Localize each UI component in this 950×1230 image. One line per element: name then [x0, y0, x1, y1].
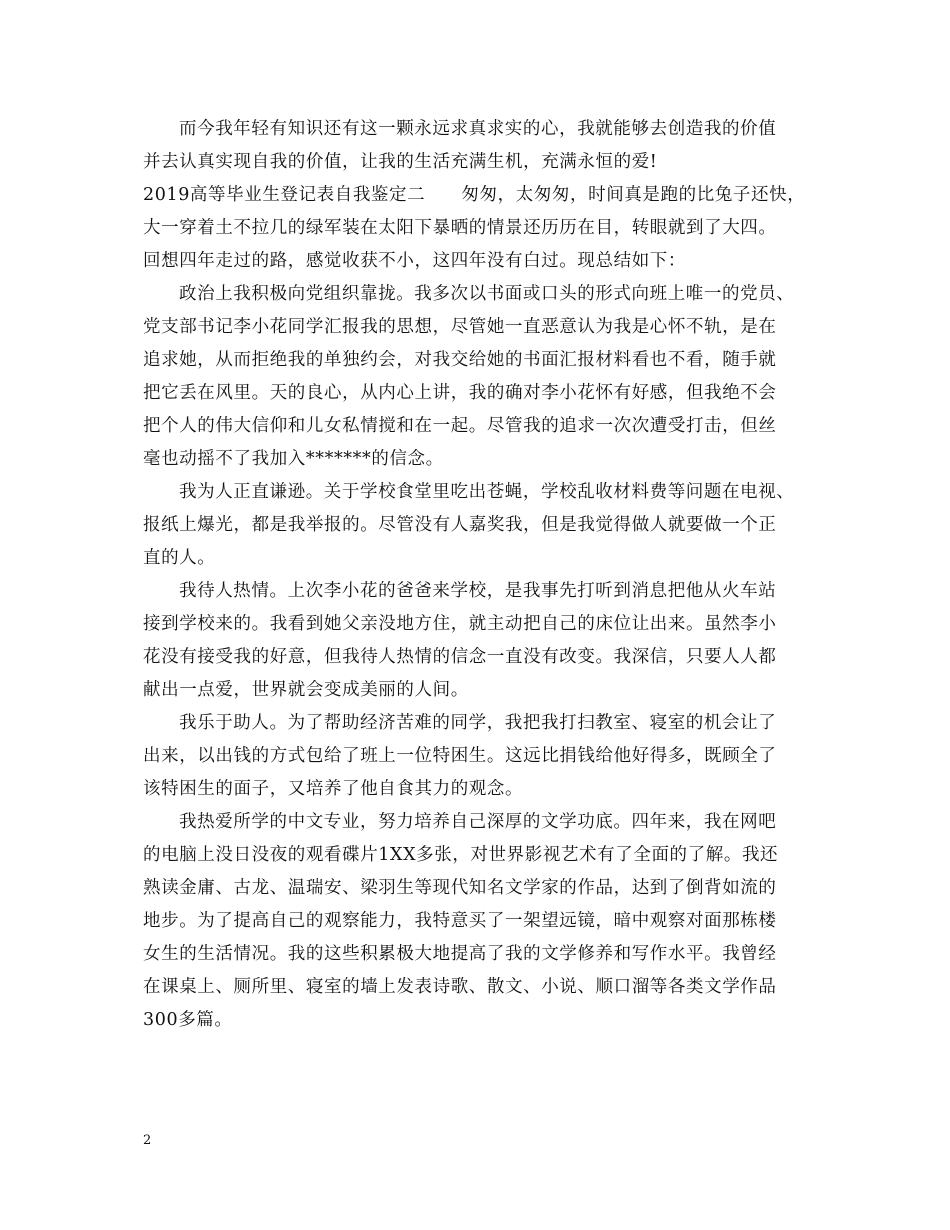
text-line: 把个人的伟大信仰和儿女私情搅和在一起。尽管我的追求一次次遭受打击，但丝 — [143, 416, 777, 436]
text-line: 接到学校来的。我看到她父亲没地方住，就主动把自己的床位让出来。虽然李小 — [143, 614, 777, 634]
text-line: 直的人。 — [143, 548, 216, 568]
text-line: 而今我年轻有知识还有这一颗永远求真求实的心，我就能够去创造我的价值 — [179, 119, 777, 139]
text-line: 熟读金庸、古龙、温瑞安、梁羽生等现代知名文学家的作品，达到了倒背如流的 — [143, 878, 777, 898]
text-line: 该特困生的面子，又培养了他自食其力的观念。 — [143, 779, 524, 799]
text-line: 我待人热情。上次李小花的爸爸来学校，是我事先打听到消息把他从火车站 — [179, 581, 777, 601]
text-line: 出来，以出钱的方式包给了班上一位特困生。这远比捐钱给他好得多，既顾全了 — [143, 746, 777, 766]
text-line: 在课桌上、厕所里、寝室的墙上发表诗歌、散文、小说、顺口溜等各类文学作品 — [143, 977, 777, 997]
text-line: 地步。为了提高自己的观察能力，我特意买了一架望远镜，暗中观察对面那栋楼 — [143, 911, 777, 931]
text-line: 女生的生活情况。我的这些积累极大地提高了我的文学修养和写作水平。我曾经 — [143, 944, 777, 964]
document-body — [143, 113, 823, 1037]
text-line: 政治上我积极向党组织靠拢。我多次以书面或口头的形式向班上唯一的党员、 — [179, 284, 795, 304]
text-line: 花没有接受我的好意，但我待人热情的信念一直没有改变。我深信，只要人人都 — [143, 647, 777, 667]
text-line: 回想四年走过的路，感觉收获不小，这四年没有白过。现总结如下： — [143, 251, 686, 271]
text-line: 把它丢在风里。天的良心，从内心上讲，我的确对李小花怀有好感，但我绝不会 — [143, 383, 777, 403]
page-number: 2 — [143, 1133, 152, 1148]
text-line: 追求她，从而拒绝我的单独约会，对我交给她的书面汇报材料看也不看，随手就 — [143, 350, 777, 370]
text-line: 报纸上爆光，都是我举报的。尽管没有人嘉奖我，但是我觉得做人就要做一个正 — [143, 515, 777, 535]
text-line: 并去认真实现自我的价值，让我的生活充满生机，充满永恒的爱! — [143, 152, 658, 172]
text-line: 的电脑上没日没夜的观看碟片1XX多张，对世界影视艺术有了全面的了解。我还 — [143, 845, 779, 865]
text-line: 300多篇。 — [143, 1010, 233, 1030]
text-line: 党支部书记李小花同学汇报我的思想，尽管她一直恶意认为我是心怀不轨，是在 — [143, 317, 777, 337]
text-line: 我乐于助人。为了帮助经济苦难的同学，我把我打扫教室、寝室的机会让了 — [179, 713, 777, 733]
text-line: 大一穿着土不拉几的绿军装在太阳下暴晒的情景还历历在目，转眼就到了大四。 — [143, 218, 777, 238]
text-line: 我热爱所学的中文专业，努力培养自己深厚的文学功底。四年来，我在网吧 — [179, 812, 777, 832]
text-line: 毫也动摇不了我加入*******的信念。 — [143, 449, 444, 469]
text-line: 献出一点爱，世界就会变成美丽的人间。 — [143, 680, 469, 700]
text-line: 我为人正直谦逊。关于学校食堂里吃出苍蝇，学校乱收材料费等问题在电视、 — [179, 482, 795, 502]
text-line: 2019高等毕业生登记表自我鉴定二 匆匆，太匆匆，时间真是跑的比兔子还快， — [143, 185, 806, 205]
